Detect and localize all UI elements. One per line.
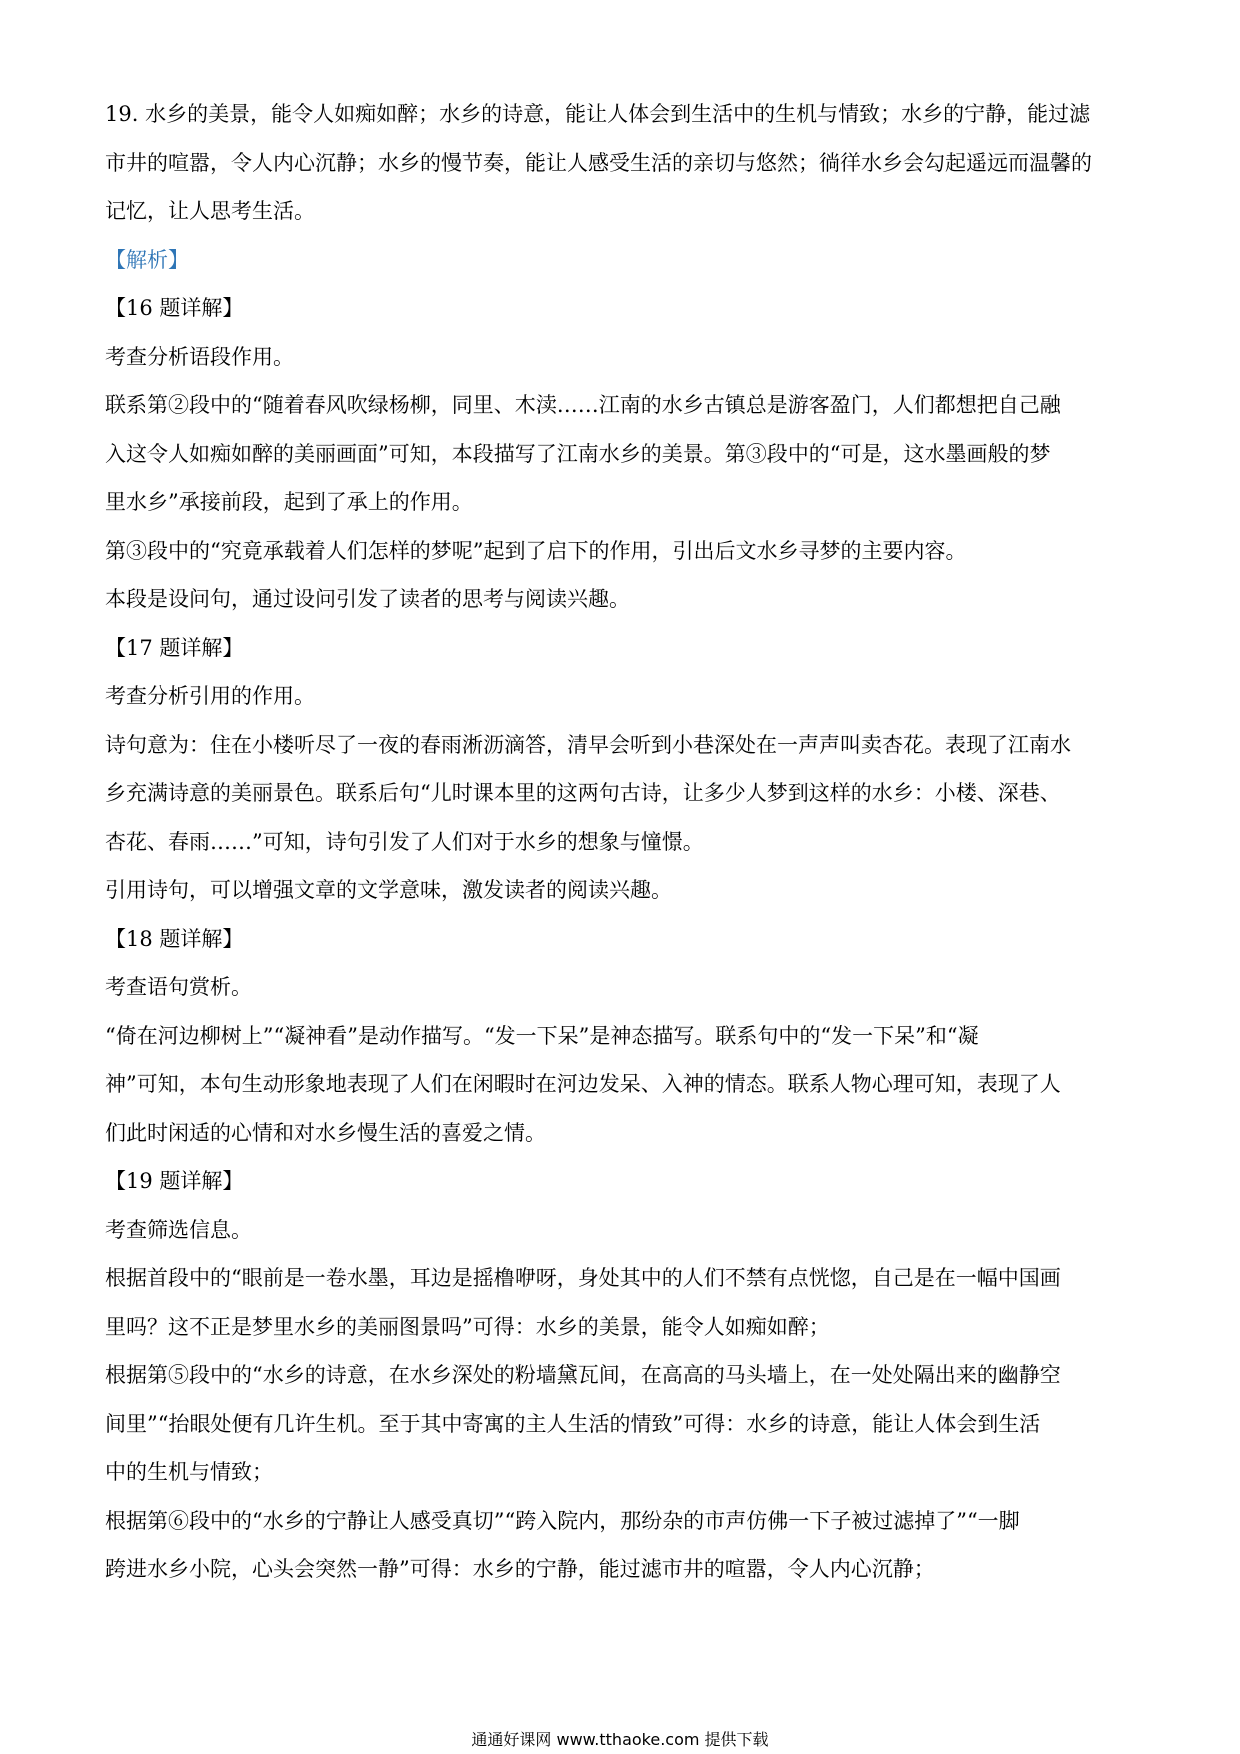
q19-line-1: 考查筛选信息。 xyxy=(105,1217,252,1242)
q19-heading: 【19 题详解】 xyxy=(105,1169,244,1193)
q16-line-2: 联系第②段中的“随着春风吹绿杨柳，同里、木渎……江南的水乡古镇总是游客盈门，人们都想把自己融 xyxy=(105,393,1061,417)
answer-line-2: 市井的喧嚣，令人内心沉静；水乡的慢节奏，能让人感受生活的亲切与悠然；徜徉水乡会勾起遥远而温馨的 xyxy=(105,150,1092,175)
analysis-heading: 【解析】 xyxy=(105,247,189,272)
q16-line-4: 里水乡”承接前段，起到了承上的作用。 xyxy=(105,490,473,514)
q18-heading: 【18 题详解】 xyxy=(105,926,244,951)
q18-line-4: 们此时闲适的心情和对水乡慢生活的喜爱之情。 xyxy=(105,1120,546,1145)
q18-line-1: 考查语句赏析。 xyxy=(105,975,252,999)
q19-line-6: 中的生机与情致； xyxy=(105,1460,273,1484)
q17-line-5: 引用诗句，可以增强文章的文学意味，激发读者的阅读兴趣。 xyxy=(105,878,672,902)
q16-line-3: 入这令人如痴如醉的美丽画面”可知，本段描写了江南水乡的美景。第③段中的“可是，这水墨画般的梦 xyxy=(105,441,1051,466)
q16-line-5: 第③段中的“究竟承载着人们怎样的梦呢”起到了启下的作用，引出后文水乡寻梦的主要内容。 xyxy=(105,538,967,563)
footer-watermark: 通通好课网 www.tthaoke.com 提供下载 xyxy=(471,1730,769,1749)
q17-line-4: 杏花、春雨……”可知，诗句引发了人们对于水乡的想象与憧憬。 xyxy=(105,829,704,854)
q17-line-2: 诗句意为：住在小楼听尽了一夜的春雨淅沥滴答，清早会听到小巷深处在一声声叫卖杏花。表现了江南水 xyxy=(105,732,1071,757)
q19-line-4: 根据第⑤段中的“水乡的诗意，在水乡深处的粉墙黛瓦间，在高高的马头墙上，在一处处隔出来的幽静空 xyxy=(105,1363,1061,1387)
q17-line-3: 乡充满诗意的美丽景色。联系后句“儿时课本里的这两句古诗，让多少人梦到这样的水乡：小楼、深巷、 xyxy=(105,781,1061,805)
q19-line-8: 跨进水乡小院，心头会突然一静”可得：水乡的宁静，能过滤市井的喧嚣，令人内心沉静； xyxy=(105,1557,935,1581)
q19-line-3: 里吗？这不正是梦里水乡的美丽图景吗”可得：水乡的美景，能令人如痴如醉； xyxy=(105,1314,830,1339)
document-body xyxy=(105,90,1135,1594)
q17-line-1: 考查分析引用的作用。 xyxy=(105,684,315,708)
q18-line-2: “倚在河边柳树上”“凝神看”是动作描写。“发一下呆”是神态描写。联系句中的“发一下呆”和“凝 xyxy=(105,1023,979,1048)
q16-heading: 【16 题详解】 xyxy=(105,296,244,320)
q18-line-3: 神”可知，本句生动形象地表现了人们在闲暇时在河边发呆、入神的情态。联系人物心理可知，表现了人 xyxy=(105,1072,1061,1096)
q19-line-7: 根据第⑥段中的“水乡的宁静让人感受真切”“跨入院内，那纷杂的市声仿佛一下子被过滤掉了”“一脚 xyxy=(105,1508,1020,1533)
q16-line-6: 本段是设问句，通过设问引发了读者的思考与阅读兴趣。 xyxy=(105,587,630,611)
q19-line-2: 根据首段中的“眼前是一卷水墨，耳边是摇橹咿呀，身处其中的人们不禁有点恍惚，自己是在一幅中国画 xyxy=(105,1266,1061,1290)
q17-heading: 【17 题详解】 xyxy=(105,635,244,660)
q19-line-5: 间里”“抬眼处便有几许生机。至于其中寄寓的主人生活的情致”可得：水乡的诗意，能让人体会到生活 xyxy=(105,1411,1041,1436)
answer-line-3: 记忆，让人思考生活。 xyxy=(105,199,315,223)
answer-line-1: 19. 水乡的美景，能令人如痴如醉；水乡的诗意，能让人体会到生活中的生机与情致；水乡的宁静，能过滤 xyxy=(105,102,1091,126)
q16-line-1: 考查分析语段作用。 xyxy=(105,344,294,369)
